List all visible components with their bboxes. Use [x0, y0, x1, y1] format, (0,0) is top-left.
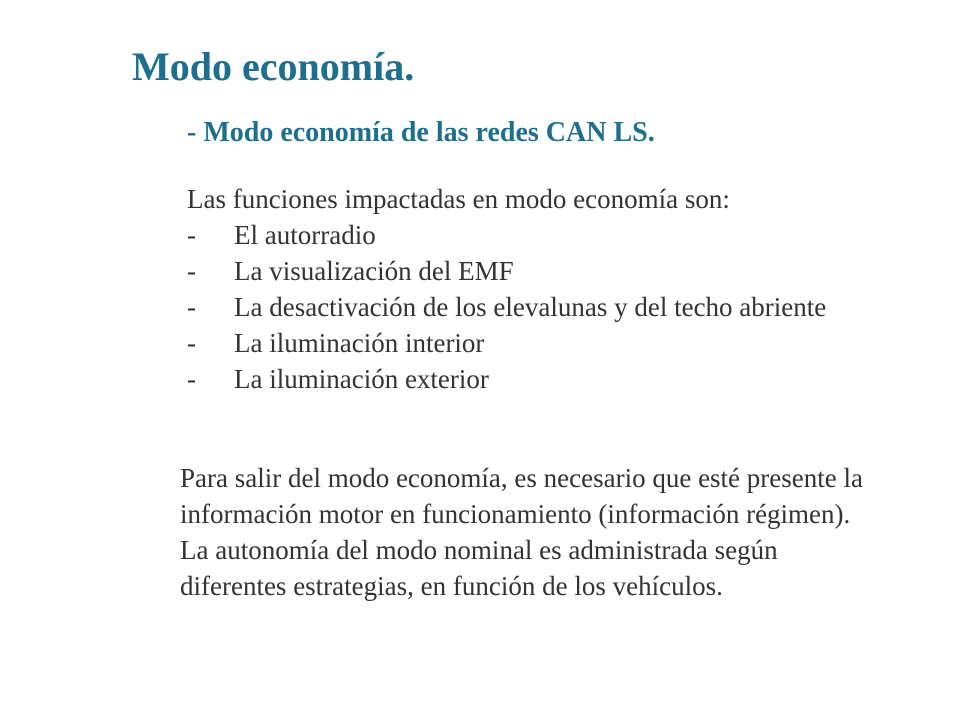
slide-title: Modo economía.: [132, 44, 415, 89]
functions-intro: Las funciones impactadas en modo economía son:: [187, 184, 730, 214]
list-item: [187, 289, 854, 325]
list-item: [187, 253, 854, 289]
autonomy-paragraph: La autonomía del modo nominal es administrada según diferentes estrategias, en función de los vehículos.: [180, 535, 778, 601]
function-label: La desactivación de los elevalunas y del techo abriente: [234, 292, 827, 322]
function-label: La iluminación interior: [234, 328, 485, 358]
bullet-dash: -: [187, 256, 196, 286]
bullet-dash: -: [187, 328, 196, 358]
impacted-functions-section: [187, 181, 887, 397]
bullet-dash: -: [187, 364, 196, 394]
slide-subtitle: - Modo economía de las redes CAN LS.: [187, 117, 655, 148]
function-label: La iluminación exterior: [234, 364, 489, 394]
list-item: [187, 361, 854, 397]
functions-list: [187, 217, 887, 397]
list-item: [187, 325, 854, 361]
function-label: El autorradio: [234, 220, 376, 250]
list-item: [187, 217, 854, 253]
notes-section: [180, 460, 870, 604]
function-label: La visualización del EMF: [234, 256, 514, 286]
bullet-dash: -: [187, 292, 196, 322]
bullet-dash: -: [187, 220, 196, 250]
exit-mode-paragraph: Para salir del modo economía, es necesario que esté presente la información motor en funcionamiento (información régimen).: [180, 463, 863, 529]
